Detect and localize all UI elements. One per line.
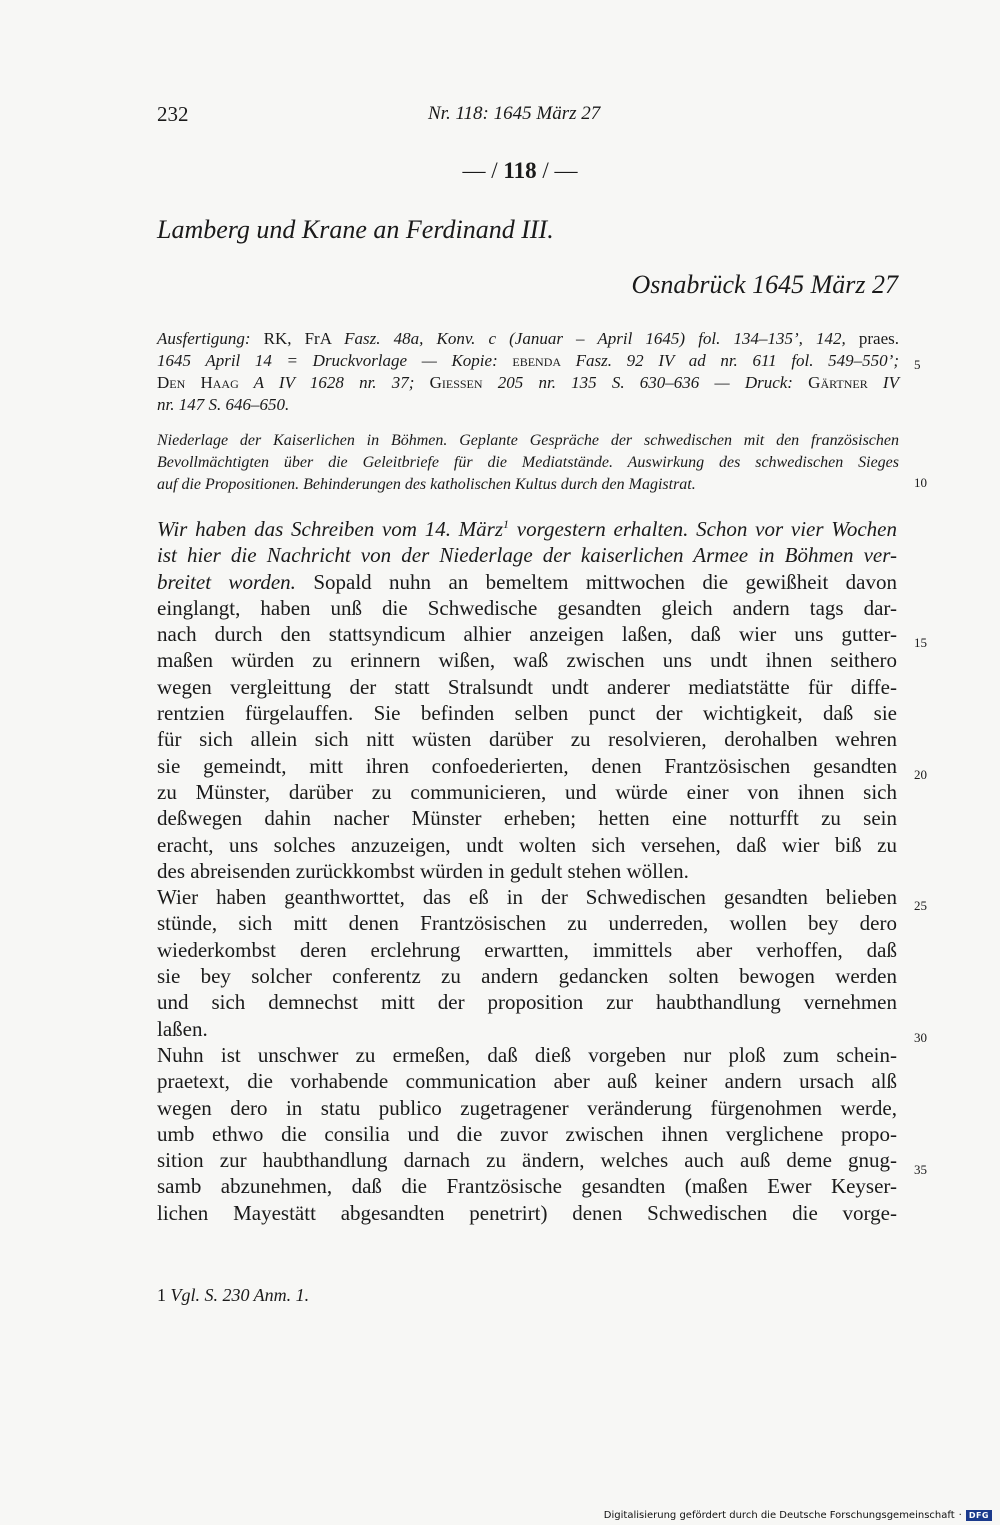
text-line: stünde, sich mitt denen Frantzösischen zu underreden, wollen bey dero [157,911,897,936]
dfg-credit-text: Digitalisierung gefördert durch die Deutsche Forschungsgemeinschaft [603,1510,955,1521]
source-text: 205 nr. 135 S. 630–636 — Druck: [482,373,809,392]
running-head: Nr. 118: 1645 März 27 [428,103,601,124]
dfg-logo-icon: DFG [966,1510,992,1521]
source-text: A IV 1628 nr. 37; [238,373,430,392]
text-line: laßen. [157,1016,208,1041]
text-line: eracht, uns solches anzuzeigen, undt wolten sich versehen, daß wier biß zu [157,832,897,857]
text-line [157,516,897,542]
source-line: nr. 147 S. 646–650. [157,395,290,414]
source-text: ebenda [497,351,576,370]
line-number: 10 [914,475,927,490]
document-title: Lamberg und Krane an Ferdinand III. [157,215,554,244]
place-date: Osnabrück 1645 März 27 [631,270,898,299]
text-line [157,569,897,595]
dfg-separator: · [958,1510,962,1521]
footnote-text: Vgl. S. 230 Anm. 1. [170,1285,310,1305]
main-text [157,516,897,1226]
text-line: sie gemeindt, mitt ihren confoederierten, denen Frantzösischen gesandten [157,753,897,778]
text-line: samb abzunehmen, daß die Frantzösische gesandten (maßen Ewer Keyser- [157,1174,897,1199]
source-text: praes. [845,329,899,348]
text-line: sition zur haubthandlung darnach zu ändern, welches auch auß deme gnug- [157,1148,897,1173]
text-line: sie bey solcher conferentz zu andern gedancken solten bewogen werden [157,964,897,989]
source-label: Ausfertigung: [157,329,251,348]
line-number: 30 [914,1030,927,1045]
text-line: wiederkombst deren erclehrung erwartten, immittels aber verhoffen, daß [157,937,897,962]
document-number [0,158,1000,184]
source-line [157,350,899,372]
source-line [157,372,899,394]
text-line: nach durch den stattsyndicum alhier anzeigen laßen, daß wier uns gutter- [157,622,897,647]
text-line: und sich demnechst mitt der proposition zur haubthandlung vernehmen [157,990,897,1015]
text-line: Nuhn ist unschwer zu ermeßen, daß dieß vorgeben nur ploß zum schein- [157,1042,897,1067]
line-number: 5 [914,357,921,372]
source-text: IV [867,373,899,392]
footnote [157,1285,309,1306]
footnote-reference: 1 [503,517,510,531]
summary-line: Niederlage der Kaiserlichen in Böhmen. Geplante Gespräche der schwedischen mit den französischen [157,432,899,449]
source-text: Gärtner [808,373,868,392]
line-number: 15 [914,635,927,650]
document-number-prefix: — / [462,158,498,183]
source-text: 1645 April 14 = Druckvorlage — Kopie: [157,351,498,370]
text-line: deßwegen dahin nacher Münster erheben; hetten eine notturfft zu sein [157,806,897,831]
source-text: Fasz. 92 IV ad nr. 611 fol. 549–550’; [575,351,899,370]
text-line: maßen würden zu erinnern wißen, waß zwischen uns undt ihnen seithero [157,648,897,673]
line-number: 25 [914,898,927,913]
source-note [157,328,899,416]
text-line: ist hier die Nachricht von der Niederlage der kaiserlichen Armee in Böhmen ver- [157,543,897,568]
text-segment: vorgestern erhalten. Schon vor vier Wochen [509,517,897,541]
source-text: RK, FrA [250,329,345,348]
text-line: für sich allein sich nitt wüsten darüber zu resolvieren, derohalben wehren [157,727,897,752]
source-text: Giessen [429,373,483,392]
line-number: 35 [914,1162,927,1177]
text-line: praetext, die vorhabende communication aber auß keiner andern ursach alß [157,1069,897,1094]
text-line: lichen Mayestätt abgesandten penetrirt) denen Schwedischen die vorge- [157,1200,897,1225]
source-text: Den Haag [157,373,239,392]
summary-line: auf die Propositionen. Behinderungen des katholischen Kultus durch den Magistrat. [157,476,696,493]
text-line: umb ethwo die consilia und die zuvor zwischen ihnen verglichene propo- [157,1121,897,1146]
summary-line: Bevollmächtigten über die Geleitbriefe für die Mediatstände. Auswirkung des schwedischen Sieges [157,454,899,471]
text-segment: breitet worden. [157,569,296,594]
text-line: wegen vergleittung der statt Stralsundt undt anderer mediatstätte für diffe- [157,674,897,699]
footnote-marker: 1 [157,1285,166,1305]
text-line: rentzien fürgelauffen. Sie befinden selben punct der wichtigkeit, daß sie [157,701,897,726]
text-line: einglangt, haben unß die Schwedische gesandten gleich andern tags dar- [157,595,897,620]
line-number: 20 [914,767,927,782]
document-number-suffix: / — [542,158,578,183]
text-segment: Sopald nuhn an bemeltem mittwochen die gewißheit davon [295,569,898,594]
document-number-value: 118 [503,158,537,183]
text-line: Wier haben geanthworttet, das eß in der Schwedischen gesandten belieben [157,885,897,910]
dfg-credit [604,1510,992,1521]
page-number: 232 [157,102,189,126]
source-line [157,328,899,350]
text-line: zu Münster, darüber zu communicieren, und würde einer von ihnen sich [157,779,897,804]
text-segment: Wir haben das Schreiben vom 14. März [157,517,504,541]
text-line: wegen dero in statu publico zugetragener veränderung fürgenohmen werde, [157,1095,897,1120]
summary [157,430,899,496]
source-text: Fasz. 48a, Konv. c (Januar – April 1645) fol. 134–135’, 142, [344,329,846,348]
text-line: des abreisenden zurückkombst würden in gedult stehen wöllen. [157,858,689,883]
